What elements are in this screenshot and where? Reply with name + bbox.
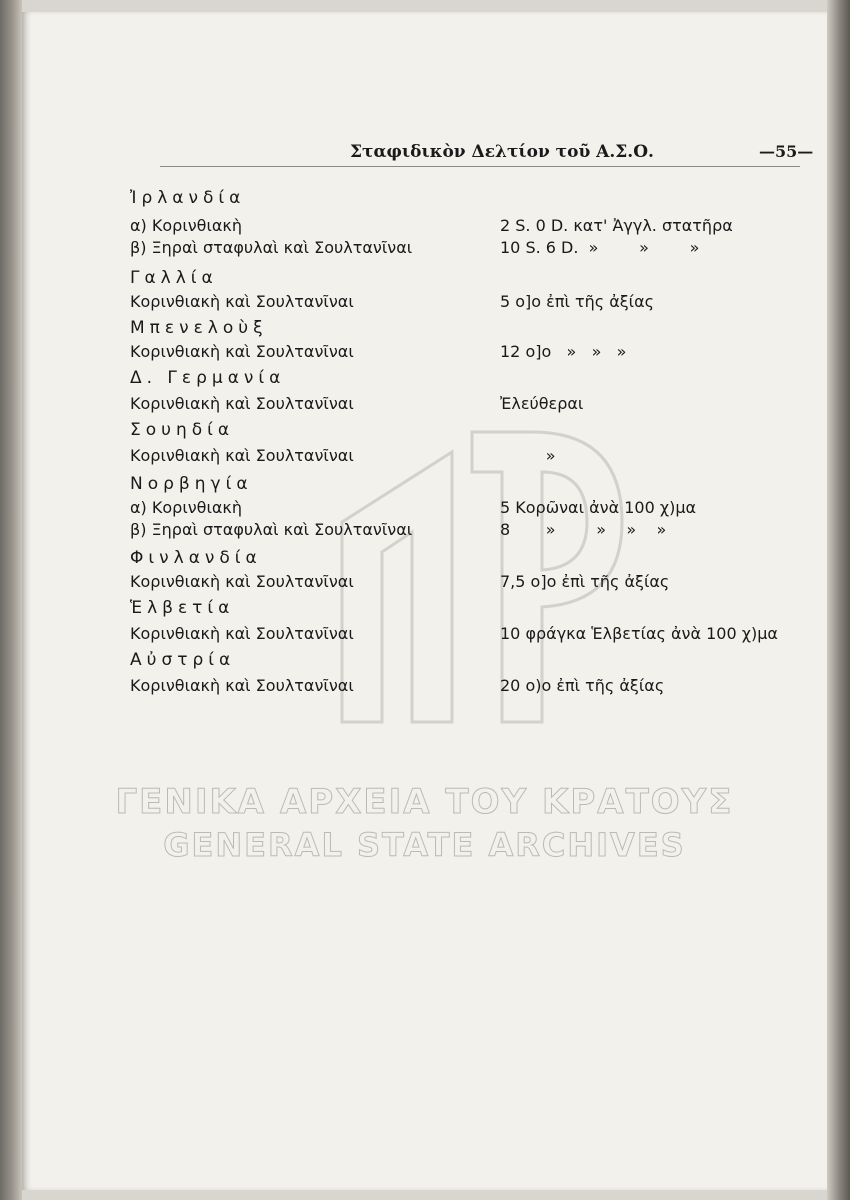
product-label: β) Ξηραὶ σταφυλαὶ καὶ Σουλτανῖναι	[130, 238, 413, 257]
running-title: Σταφιδικὸν Δελτίον τοῦ Α.Σ.Ο.	[350, 142, 654, 162]
product-label: Κορινθιακὴ καὶ Σουλτανῖναι	[130, 342, 354, 361]
country-heading: Μπενελοὺξ	[130, 318, 268, 338]
duty-value: Ἐλεύθεραι	[500, 394, 584, 413]
duty-value: 20 ο)ο ἐπὶ τῆς ἀξίας	[500, 676, 665, 695]
country-heading: Αὐστρία	[130, 650, 236, 670]
page-header	[22, 140, 827, 170]
country-heading: Φινλανδία	[130, 548, 262, 568]
watermark-english: GENERAL STATE ARCHIVES	[163, 826, 686, 864]
country-heading: Δ. Γερμανία	[130, 368, 286, 388]
page-number: —55—	[759, 142, 814, 161]
country-heading: Ἰρλανδία	[130, 188, 246, 208]
duty-value: 8 » » » »	[500, 520, 667, 539]
duty-value: 7,5 ο]ο ἐπὶ τῆς ἀξίας	[500, 572, 670, 591]
duty-value: 12 ο]ο » » »	[500, 342, 627, 361]
country-heading: Γαλλία	[130, 268, 218, 288]
country-heading: Ἑλβετία	[130, 598, 235, 618]
product-label: Κορινθιακὴ καὶ Σουλτανῖναι	[130, 394, 354, 413]
duty-value: 10 S. 6 D. » » »	[500, 238, 700, 257]
product-label: Κορινθιακὴ καὶ Σουλτανῖναι	[130, 572, 354, 591]
header-rule	[160, 166, 800, 167]
product-label: α) Κορινθιακὴ	[130, 498, 242, 517]
product-label: Κορινθιακὴ καὶ Σουλτανῖναι	[130, 676, 354, 695]
book-spine	[0, 0, 22, 1200]
book-fore-edge	[827, 0, 850, 1200]
country-heading: Σουηδία	[130, 420, 235, 440]
duty-value: »	[500, 446, 556, 465]
product-label: β) Ξηραὶ σταφυλαὶ καὶ Σουλτανῖναι	[130, 520, 413, 539]
document-page	[22, 12, 827, 1190]
product-label: α) Κορινθιακὴ	[130, 216, 242, 235]
duty-value: 5 Κορῶναι ἀνὰ 100 χ)μα	[500, 498, 697, 517]
duty-value: 2 S. 0 D. κατ' Ἀγγλ. στατῆρα	[500, 216, 733, 235]
product-label: Κορινθιακὴ καὶ Σουλτανῖναι	[130, 292, 354, 311]
duty-value: 5 ο]ο ἐπὶ τῆς ἀξίας	[500, 292, 655, 311]
country-heading: Νορβηγία	[130, 474, 253, 494]
product-label: Κορινθιακὴ καὶ Σουλτανῖναι	[130, 624, 354, 643]
watermark-greek: ΓΕΝΙΚΑ ΑΡΧΕΙΑ ΤΟΥ ΚΡΑΤΟΥΣ	[115, 782, 734, 822]
product-label: Κορινθιακὴ καὶ Σουλτανῖναι	[130, 446, 354, 465]
duty-value: 10 φράγκα Ἑλβετίας ἀνὰ 100 χ)μα	[500, 624, 778, 643]
